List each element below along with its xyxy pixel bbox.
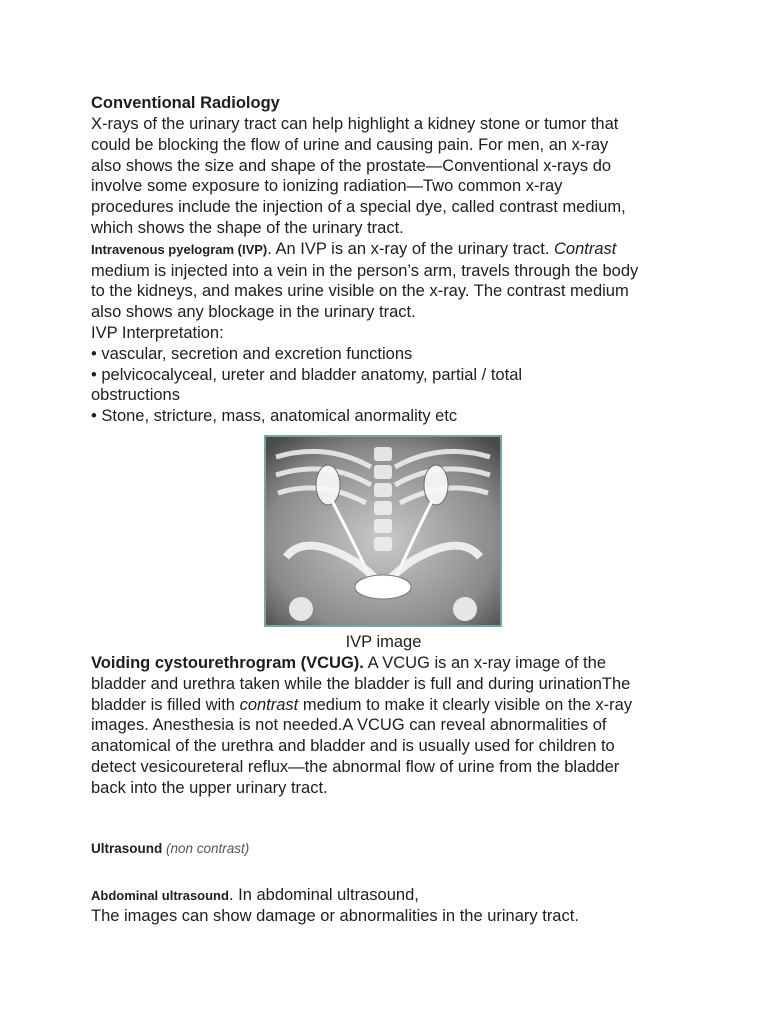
paragraph-line: medium is injected into a vein in the person’s arm, travels through the body <box>91 261 639 280</box>
bullet-item: • vascular, secretion and excretion functions <box>91 344 413 363</box>
vcug-intro-text: A VCUG is an x-ray image of the <box>363 653 606 672</box>
ultrasound-heading <box>91 839 691 859</box>
bullet-item-continuation: obstructions <box>91 386 180 405</box>
abdominal-intro-text: . In abdominal ultrasound, <box>228 885 419 904</box>
paragraph-line: back into the upper urinary tract. <box>91 778 328 797</box>
ivp-intro-text: . An IVP is an x-ray of the urinary tract. <box>267 239 555 258</box>
paragraph-line: images. Anesthesia is not needed.A VCUG can reveal abnormalities of <box>91 716 607 735</box>
paragraph-line: also shows the size and shape of the prostate—Conventional x-rays do <box>91 156 612 175</box>
paragraph-line: to the kidneys, and makes urine visible on the x-ray. The contrast medium <box>91 282 629 301</box>
bullet-item: • pelvicocalyceal, ureter and bladder anatomy, partial / total <box>91 365 523 384</box>
text-fragment: bladder is filled with <box>91 695 240 714</box>
paragraph-line: bladder and urethra taken while the bladder is full and during urinationThe <box>91 674 631 693</box>
ivp-intro-line <box>91 239 691 261</box>
ivp-term: Intravenous pyelogram (IVP) <box>91 241 268 257</box>
paragraph-line: procedures include the injection of a special dye, called contrast medium, <box>91 198 626 217</box>
paragraph-line: which shows the shape of the urinary tract. <box>91 218 404 237</box>
abdominal-intro-line <box>91 885 691 907</box>
vcug-contrast-italic: contrast <box>239 695 299 714</box>
text-fragment: medium to make it clearly visible on the x-ray <box>298 695 633 714</box>
paragraph-line: could be blocking the flow of urine and causing pain. For men, an x-ray <box>91 135 609 154</box>
vcug-term: Voiding cystourethrogram (VCUG). <box>91 653 364 672</box>
ultrasound-note: (non contrast) <box>162 840 250 856</box>
vcug-intro-line <box>91 653 691 674</box>
ivp-contrast-italic: Contrast <box>554 239 617 258</box>
paragraph-line: involve some exposure to ionizing radiation—Two common x-ray <box>91 177 563 196</box>
ivp-xray-illustration <box>266 437 500 625</box>
section-heading-conventional-radiology: Conventional Radiology <box>91 94 280 112</box>
vcug-contrast-line <box>91 695 691 716</box>
bullet-item: • Stone, stricture, mass, anatomical anormality etc <box>91 407 458 426</box>
abdominal-term: Abdominal ultrasound <box>91 887 229 903</box>
paragraph-line: anatomical of the urethra and bladder and is usually used for children to <box>91 737 615 756</box>
ivp-interpretation-title: IVP Interpretation: <box>91 323 224 342</box>
paragraph-line: The images can show damage or abnormalities in the urinary tract. <box>91 907 579 926</box>
ultrasound-term: Ultrasound <box>91 840 163 856</box>
figure-caption: IVP image <box>345 632 422 651</box>
ivp-xray-image <box>264 435 502 627</box>
paragraph-line: detect vesicoureteral reflux—the abnormal flow of urine from the bladder <box>91 757 620 776</box>
document-page <box>91 92 691 927</box>
paragraph-line: also shows any blockage in the urinary tract. <box>91 303 416 322</box>
paragraph-line: X-rays of the urinary tract can help highlight a kidney stone or tumor that <box>91 115 619 133</box>
